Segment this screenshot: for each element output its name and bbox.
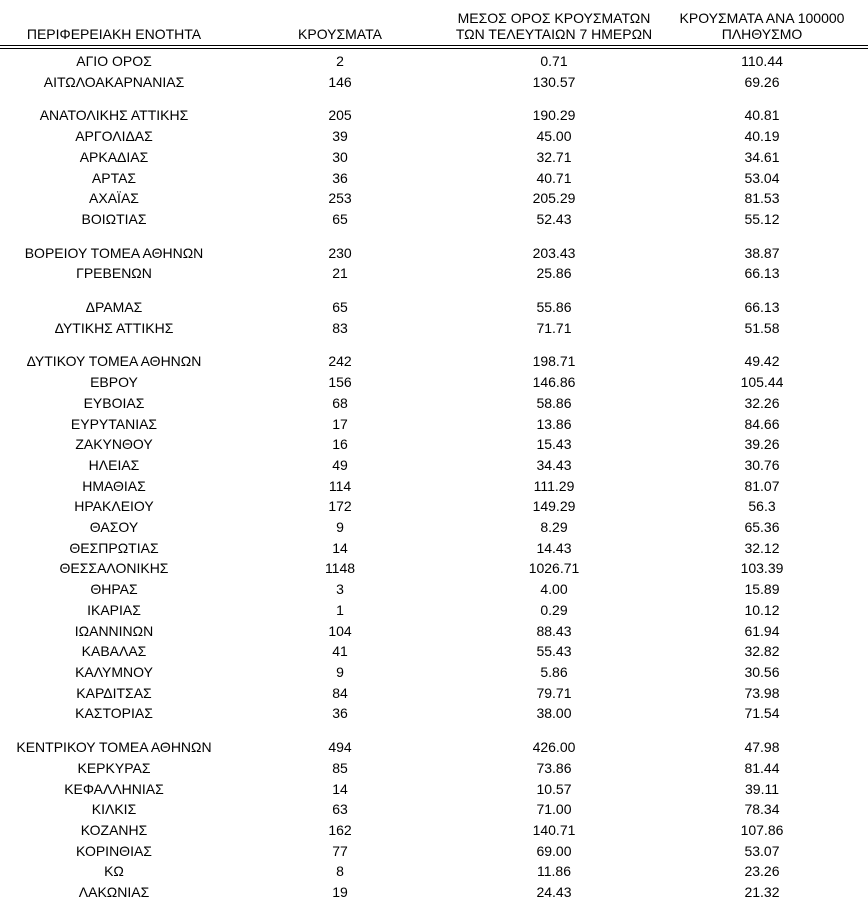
cases-cell: 30 (332, 148, 348, 165)
region-cell: ΚΑΡΔΙΤΣΑΣ (76, 684, 152, 701)
cases-cell: 230 (328, 244, 352, 261)
cases-cell: 63 (332, 801, 348, 818)
avg7-cell: 14.43 (536, 539, 572, 556)
avg7-cell: 88.43 (536, 622, 572, 639)
avg7-cell: 24.43 (536, 884, 572, 901)
column-header-avg7-label-line1: ΜΕΣΟΣ ΟΡΟΣ ΚΡΟΥΣΜΑΤΩΝ (457, 10, 651, 26)
table-row (0, 621, 868, 642)
table-row (0, 476, 868, 497)
table-row (0, 579, 868, 600)
per100k-cell: 32.12 (744, 539, 780, 556)
table-row (0, 861, 868, 882)
cases-cell: 83 (332, 319, 348, 336)
avg7-cell: 205.29 (532, 190, 576, 207)
cases-cell: 19 (332, 884, 348, 901)
table-row (0, 779, 868, 800)
region-cell: ΑΓΙΟ ΟΡΟΣ (76, 53, 152, 69)
cases-cell: 17 (332, 415, 348, 432)
per100k-cell: 39.26 (744, 436, 780, 453)
region-cell: ΑΝΑΤΟΛΙΚΗΣ ΑΤΤΙΚΗΣ (39, 107, 189, 124)
per100k-cell: 81.07 (744, 477, 780, 494)
region-cell: ΑΡΤΑΣ (91, 169, 137, 186)
cases-cell: 65 (332, 299, 348, 316)
cases-cell: 3 (336, 581, 344, 598)
spacer-cell (0, 338, 868, 351)
per100k-cell: 30.56 (744, 663, 780, 680)
table-row (0, 683, 868, 704)
cases-cell: 205 (328, 107, 352, 124)
per100k-cell: 30.76 (744, 456, 780, 473)
per100k-cell: 66.13 (744, 265, 780, 282)
region-cell: ΔΥΤΙΚΗΣ ΑΤΤΙΚΗΣ (54, 319, 174, 336)
cases-cell: 1148 (324, 560, 356, 577)
per100k-cell: 15.89 (744, 581, 780, 598)
avg7-cell: 45.00 (536, 128, 572, 145)
region-cell: ΑΙΤΩΛΟΑΚΑΡΝΑΝΙΑΣ (43, 73, 185, 90)
column-header-region (0, 0, 228, 47)
cases-cell: 14 (332, 780, 348, 797)
region-cell: ΘΗΡΑΣ (90, 581, 138, 598)
table-row (0, 393, 868, 414)
header-row (0, 0, 868, 47)
cases-cell: 36 (332, 169, 348, 186)
avg7-cell: 190.29 (532, 107, 576, 124)
avg7-cell: 0.29 (540, 601, 568, 618)
avg7-cell: 69.00 (536, 842, 572, 859)
avg7-cell: 73.86 (536, 759, 572, 776)
column-header-cases-label: ΚΡΟΥΣΜΑΤΑ (298, 26, 382, 42)
per100k-cell: 56.3 (748, 498, 776, 515)
table-header (0, 0, 868, 47)
region-cell: ΚΕΝΤΡΙΚΟΥ ΤΟΜΕΑ ΑΘΗΝΩΝ (16, 739, 212, 756)
avg7-cell: 55.86 (536, 299, 572, 316)
region-cell: ΛΑΚΩΝΙΑΣ (78, 884, 150, 901)
avg7-cell: 5.86 (540, 663, 568, 680)
cases-cell: 21 (332, 265, 348, 282)
avg7-cell: 13.86 (536, 415, 572, 432)
region-cell: ΗΡΑΚΛΕΙΟΥ (74, 498, 154, 515)
cases-cell: 85 (332, 759, 348, 776)
region-cell: ΘΕΣΣΑΛΟΝΙΚΗΣ (59, 560, 169, 577)
avg7-cell: 71.00 (536, 801, 572, 818)
column-header-per100k (656, 0, 868, 47)
cases-cell: 14 (332, 539, 348, 556)
per100k-cell: 49.42 (744, 353, 780, 370)
cases-cell: 104 (328, 622, 352, 639)
cases-cell: 77 (332, 842, 348, 859)
avg7-cell: 8.29 (540, 519, 568, 536)
per100k-cell: 78.34 (744, 801, 780, 818)
table-row (0, 758, 868, 779)
spacer-row (0, 284, 868, 297)
per100k-cell: 81.44 (744, 759, 780, 776)
table-row (0, 47, 868, 72)
table-row (0, 126, 868, 147)
region-cell: ΘΕΣΠΡΩΤΙΑΣ (69, 539, 159, 556)
per100k-cell: 61.94 (744, 622, 780, 639)
per100k-cell: 73.98 (744, 684, 780, 701)
spacer-row (0, 338, 868, 351)
table-body (0, 47, 868, 903)
avg7-cell: 203.43 (532, 244, 576, 261)
table-row (0, 558, 868, 579)
per100k-cell: 39.11 (745, 780, 779, 797)
per100k-cell: 40.81 (744, 107, 780, 124)
region-cell: ΑΡΓΟΛΙΔΑΣ (75, 128, 153, 145)
spacer-cell (0, 230, 868, 243)
spacer-row (0, 724, 868, 737)
region-cell: ΙΚΑΡΙΑΣ (87, 601, 141, 618)
avg7-cell: 149.29 (532, 498, 576, 515)
spacer-row (0, 230, 868, 243)
region-cell: ΔΡΑΜΑΣ (85, 299, 143, 316)
table-row (0, 414, 868, 435)
avg7-cell: 34.43 (536, 456, 572, 473)
table-row (0, 318, 868, 339)
table-row (0, 737, 868, 758)
per100k-cell: 110.44 (741, 53, 783, 69)
per100k-cell: 107.86 (740, 821, 784, 838)
column-header-avg7 (452, 0, 656, 47)
per100k-cell: 47.98 (744, 739, 780, 756)
cases-cell: 2 (336, 53, 344, 69)
avg7-cell: 55.43 (536, 643, 572, 660)
region-cell: ΓΡΕΒΕΝΩΝ (76, 265, 152, 282)
region-cell: ΗΛΕΙΑΣ (88, 456, 140, 473)
cases-cell: 172 (328, 498, 352, 515)
per100k-cell: 69.26 (744, 73, 780, 90)
avg7-cell: 25.86 (536, 265, 572, 282)
per100k-cell: 55.12 (744, 210, 780, 227)
region-cell: ΖΑΚΥΝΘΟΥ (75, 436, 153, 453)
cases-cell: 1 (336, 601, 344, 618)
table-row (0, 209, 868, 230)
table-row (0, 188, 868, 209)
region-cell: ΒΟΙΩΤΙΑΣ (81, 210, 147, 227)
per100k-cell: 105.44 (740, 374, 784, 391)
cases-cell: 68 (332, 394, 348, 411)
table-row (0, 600, 868, 621)
avg7-cell: 15.43 (536, 436, 572, 453)
region-cell: ΕΥΡΥΤΑΝΙΑΣ (70, 415, 158, 432)
avg7-cell: 4.00 (540, 581, 568, 598)
region-cell: ΑΡΚΑΔΙΑΣ (79, 148, 149, 165)
per100k-cell: 32.82 (744, 643, 780, 660)
cases-cell: 41 (332, 643, 348, 660)
cases-cell: 242 (328, 353, 352, 370)
per100k-cell: 65.36 (744, 519, 780, 536)
avg7-cell: 10.57 (536, 780, 572, 797)
column-header-cases (228, 0, 452, 47)
avg7-cell: 1026.71 (528, 560, 580, 577)
per100k-cell: 40.19 (744, 128, 780, 145)
per100k-cell: 66.13 (744, 299, 780, 316)
table-row (0, 820, 868, 841)
region-cell: ΑΧΑΪΑΣ (89, 190, 139, 207)
table-row (0, 434, 868, 455)
cases-cell: 9 (336, 519, 344, 536)
table-row (0, 105, 868, 126)
table-row (0, 263, 868, 284)
region-cell: ΕΥΒΟΙΑΣ (83, 394, 145, 411)
table-row (0, 517, 868, 538)
cases-cell: 49 (332, 456, 348, 473)
cases-cell: 16 (332, 436, 348, 453)
table-row (0, 168, 868, 189)
region-cell: ΚΙΛΚΙΣ (91, 801, 137, 818)
avg7-cell: 32.71 (536, 148, 572, 165)
region-cell: ΒΟΡΕΙΟΥ ΤΟΜΕΑ ΑΘΗΝΩΝ (24, 244, 204, 261)
spacer-cell (0, 724, 868, 737)
table-row (0, 72, 868, 93)
table-row (0, 641, 868, 662)
region-cell: ΚΑΛΥΜΝΟΥ (75, 663, 153, 680)
region-cell: ΚΩ (104, 863, 124, 880)
region-cell: ΕΒΡΟΥ (90, 374, 138, 391)
per100k-cell: 51.58 (744, 319, 780, 336)
per100k-cell: 38.87 (744, 244, 780, 261)
spacer-row (0, 92, 868, 105)
region-cell: ΔΥΤΙΚΟΥ ΤΟΜΕΑ ΑΘΗΝΩΝ (26, 353, 202, 370)
spacer-cell (0, 92, 868, 105)
avg7-cell: 140.71 (532, 821, 576, 838)
table-row (0, 538, 868, 559)
region-cell: ΚΟΖΑΝΗΣ (80, 821, 148, 838)
per100k-cell: 21.32 (744, 884, 780, 901)
avg7-cell: 111.29 (533, 477, 575, 494)
per100k-cell: 34.61 (744, 148, 780, 165)
column-header-per100k-label-line2: ΠΛΗΘΥΣΜΟ (721, 26, 803, 42)
avg7-cell: 71.71 (536, 319, 572, 336)
cases-cell: 162 (328, 821, 352, 838)
table-row (0, 372, 868, 393)
cases-cell: 36 (332, 705, 348, 722)
avg7-cell: 38.00 (536, 705, 572, 722)
table-row (0, 841, 868, 862)
avg7-cell: 0.71 (540, 53, 568, 69)
cases-cell: 146 (328, 73, 352, 90)
per100k-cell: 10.12 (744, 601, 780, 618)
table-row (0, 147, 868, 168)
cases-cell: 84 (332, 684, 348, 701)
table-row (0, 703, 868, 724)
per100k-cell: 53.07 (744, 842, 780, 859)
per100k-cell: 84.66 (744, 415, 780, 432)
cases-cell: 65 (332, 210, 348, 227)
avg7-cell: 58.86 (536, 394, 572, 411)
cases-cell: 9 (336, 663, 344, 680)
avg7-cell: 40.71 (536, 169, 572, 186)
table-row (0, 882, 868, 903)
region-cell: ΙΩΑΝΝΙΝΩΝ (74, 622, 154, 639)
region-cell: ΚΕΦΑΛΛΗΝΙΑΣ (64, 780, 164, 797)
region-cell: ΚΑΒΑΛΑΣ (81, 643, 147, 660)
region-cell: ΘΑΣΟΥ (89, 519, 139, 536)
column-header-avg7-label-line2: ΤΩΝ ΤΕΛΕΥΤΑΙΩΝ 7 ΗΜΕΡΩΝ (455, 26, 653, 42)
table-row (0, 351, 868, 372)
cases-cell: 494 (328, 739, 352, 756)
avg7-cell: 11.86 (537, 863, 571, 880)
per100k-cell: 71.54 (744, 705, 780, 722)
per100k-cell: 23.26 (744, 863, 780, 880)
table-row (0, 799, 868, 820)
column-header-region-label: ΠΕΡΙΦΕΡΕΙΑΚΗ ΕΝΟΤΗΤΑ (26, 26, 202, 42)
cases-cell: 39 (332, 128, 348, 145)
region-cell: ΚΕΡΚΥΡΑΣ (77, 759, 151, 776)
spacer-cell (0, 284, 868, 297)
cases-cell: 156 (328, 374, 352, 391)
table-row (0, 455, 868, 476)
avg7-cell: 426.00 (532, 739, 576, 756)
cases-cell: 8 (336, 863, 344, 880)
region-cell: ΗΜΑΘΙΑΣ (82, 477, 146, 494)
per100k-cell: 103.39 (740, 560, 784, 577)
avg7-cell: 79.71 (536, 684, 572, 701)
table-row (0, 496, 868, 517)
per100k-cell: 53.04 (744, 169, 780, 186)
avg7-cell: 146.86 (532, 374, 576, 391)
per100k-cell: 32.26 (744, 394, 780, 411)
region-cell: ΚΟΡΙΝΘΙΑΣ (76, 842, 152, 859)
table-row (0, 297, 868, 318)
column-header-per100k-label-line1: ΚΡΟΥΣΜΑΤΑ ΑΝΑ 100000 (679, 10, 845, 26)
table-row (0, 662, 868, 683)
avg7-cell: 52.43 (536, 210, 572, 227)
table-row (0, 243, 868, 264)
cases-cell: 114 (328, 477, 352, 494)
avg7-cell: 198.71 (532, 353, 576, 370)
region-cell: ΚΑΣΤΟΡΙΑΣ (75, 705, 153, 722)
cases-cell: 253 (328, 190, 352, 207)
per100k-cell: 81.53 (744, 190, 780, 207)
avg7-cell: 130.57 (532, 73, 576, 90)
